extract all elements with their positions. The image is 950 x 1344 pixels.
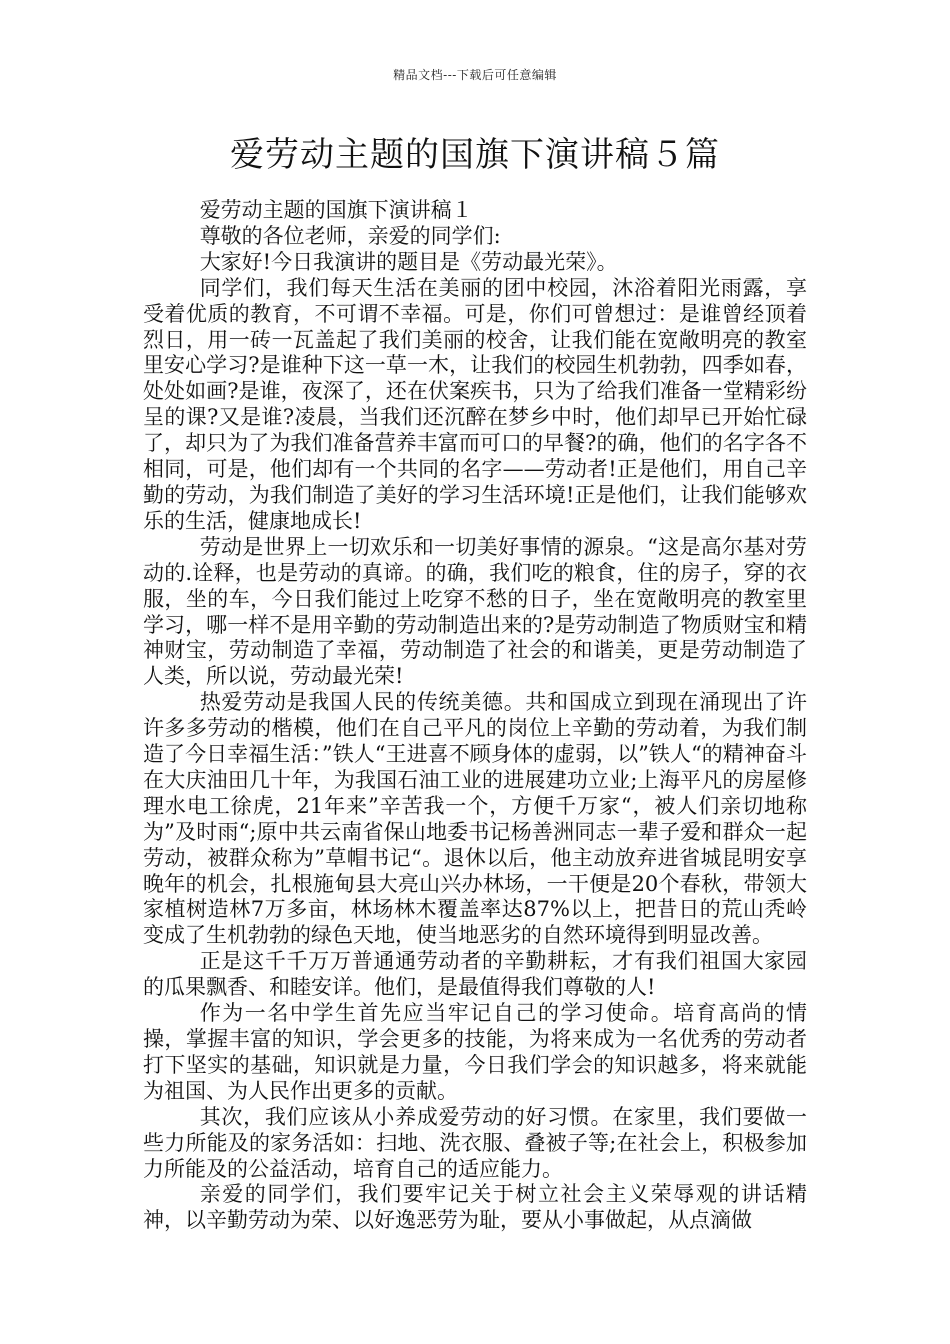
paragraph: 劳动是世界上一切欢乐和一切美好事情的源泉。“这是高尔基对劳动的.诠释，也是劳动的真谛。的确，我们吃的粮食，住的房子，穿的衣服，坐的车，今日我们能过上吃穿不愁的日子，坐在宽敞明亮的教室里学习，哪一样不是用辛勤的劳动制造出来的?是劳动制造了物质财宝和精神财宝，劳动制造了幸福，劳动制造了社会的和谐美，更是劳动制造了人类，所以说，劳动最光荣! (143, 534, 807, 689)
greeting: 大家好!今日我演讲的题目是《劳动最光荣》。 (199, 249, 618, 274)
document-title: 爱劳动主题的国旗下演讲稿５篇 (230, 135, 720, 175)
header-note: 精品文档---下载后可任意编辑 (393, 68, 557, 82)
salutation: 尊敬的各位老师，亲爱的同学们: (199, 223, 501, 248)
paragraph: 热爱劳动是我国人民的传统美德。共和国成立到现在涌现出了许许多多劳动的楷模，他们在自己平凡的岗位上辛勤的劳动着，为我们制造了今日幸福生活：”铁人“王进喜不顾身体的虚弱，以”铁人“的精神奋斗在大庆油田几十年，为我国石油工业的进展建功立业;上海平凡的房屋修理水电工徐虎，21年来”辛苦我一个，方便千万家“，被人们亲切地称为”及时雨“;原中共云南省保山地委书记杨善洲同志一辈子爱和群众一起劳动，被群众称为”草帽书记“。退休以后，他主动放弃进省城昆明安享晚年的机会，扎根施甸县大亮山兴办林场，一干便是20个春秋，带领大家植树造林7万多亩，林场林木覆盖率达87%以上，把昔日的荒山秃岭变成了生机勃勃的绿色天地，使当地恶劣的自然环境得到明显改善。 (143, 690, 807, 948)
paragraph: 作为一名中学生首先应当牢记自己的学习使命。培育高尚的情操，掌握丰富的知识，学会更多的技能，为将来成为一名优秀的劳动者打下坚实的基础，知识就是力量，今日我们学会的知识越多，将来就能为祖国、为人民作出更多的贡献。 (143, 1001, 807, 1103)
paragraph: 正是这千千万万普通通劳动者的辛勤耕耘，才有我们祖国大家园的瓜果飘香、和睦安详。他们，是最值得我们尊敬的人! (143, 949, 807, 1000)
document-body (143, 198, 807, 1234)
paragraph: 同学们，我们每天生活在美丽的团中校园，沐浴着阳光雨露，享受着优质的教育，不可谓不幸福。可是，你们可曾想过：是谁曾经顶着烈日，用一砖一瓦盖起了我们美丽的校舍，让我们能在宽敞明亮的教室里安心学习?是谁种下这一草一木，让我们的校园生机勃勃，四季如春，处处如画?是谁，夜深了，还在伏案疾书，只为了给我们准备一堂精彩纷呈的课?又是谁?凌晨，当我们还沉醉在梦乡中时，他们却早已开始忙碌了，却只为了为我们准备营养丰富而可口的早餐?的确，他们的名字各不相同，可是，他们却有一个共同的名字——劳动者!正是他们，用自己辛勤的劳动，为我们制造了美好的学习生活环境!正是他们，让我们能够欢乐的生活，健康地成长! (143, 275, 807, 533)
paragraph: 亲爱的同学们，我们要牢记关于树立社会主义荣辱观的讲话精神，以辛勤劳动为荣、以好逸恶劳为耻，要从小事做起，从点滴做 (143, 1182, 807, 1233)
paragraph: 其次，我们应该从小养成爱劳动的好习惯。在家里，我们要做一些力所能及的家务活如：扫地、洗衣服、叠被子等;在社会上，积极参加力所能及的公益活动，培育自己的适应能力。 (143, 1104, 807, 1181)
subtitle-line: 爱劳动主题的国旗下演讲稿１ (199, 198, 473, 222)
